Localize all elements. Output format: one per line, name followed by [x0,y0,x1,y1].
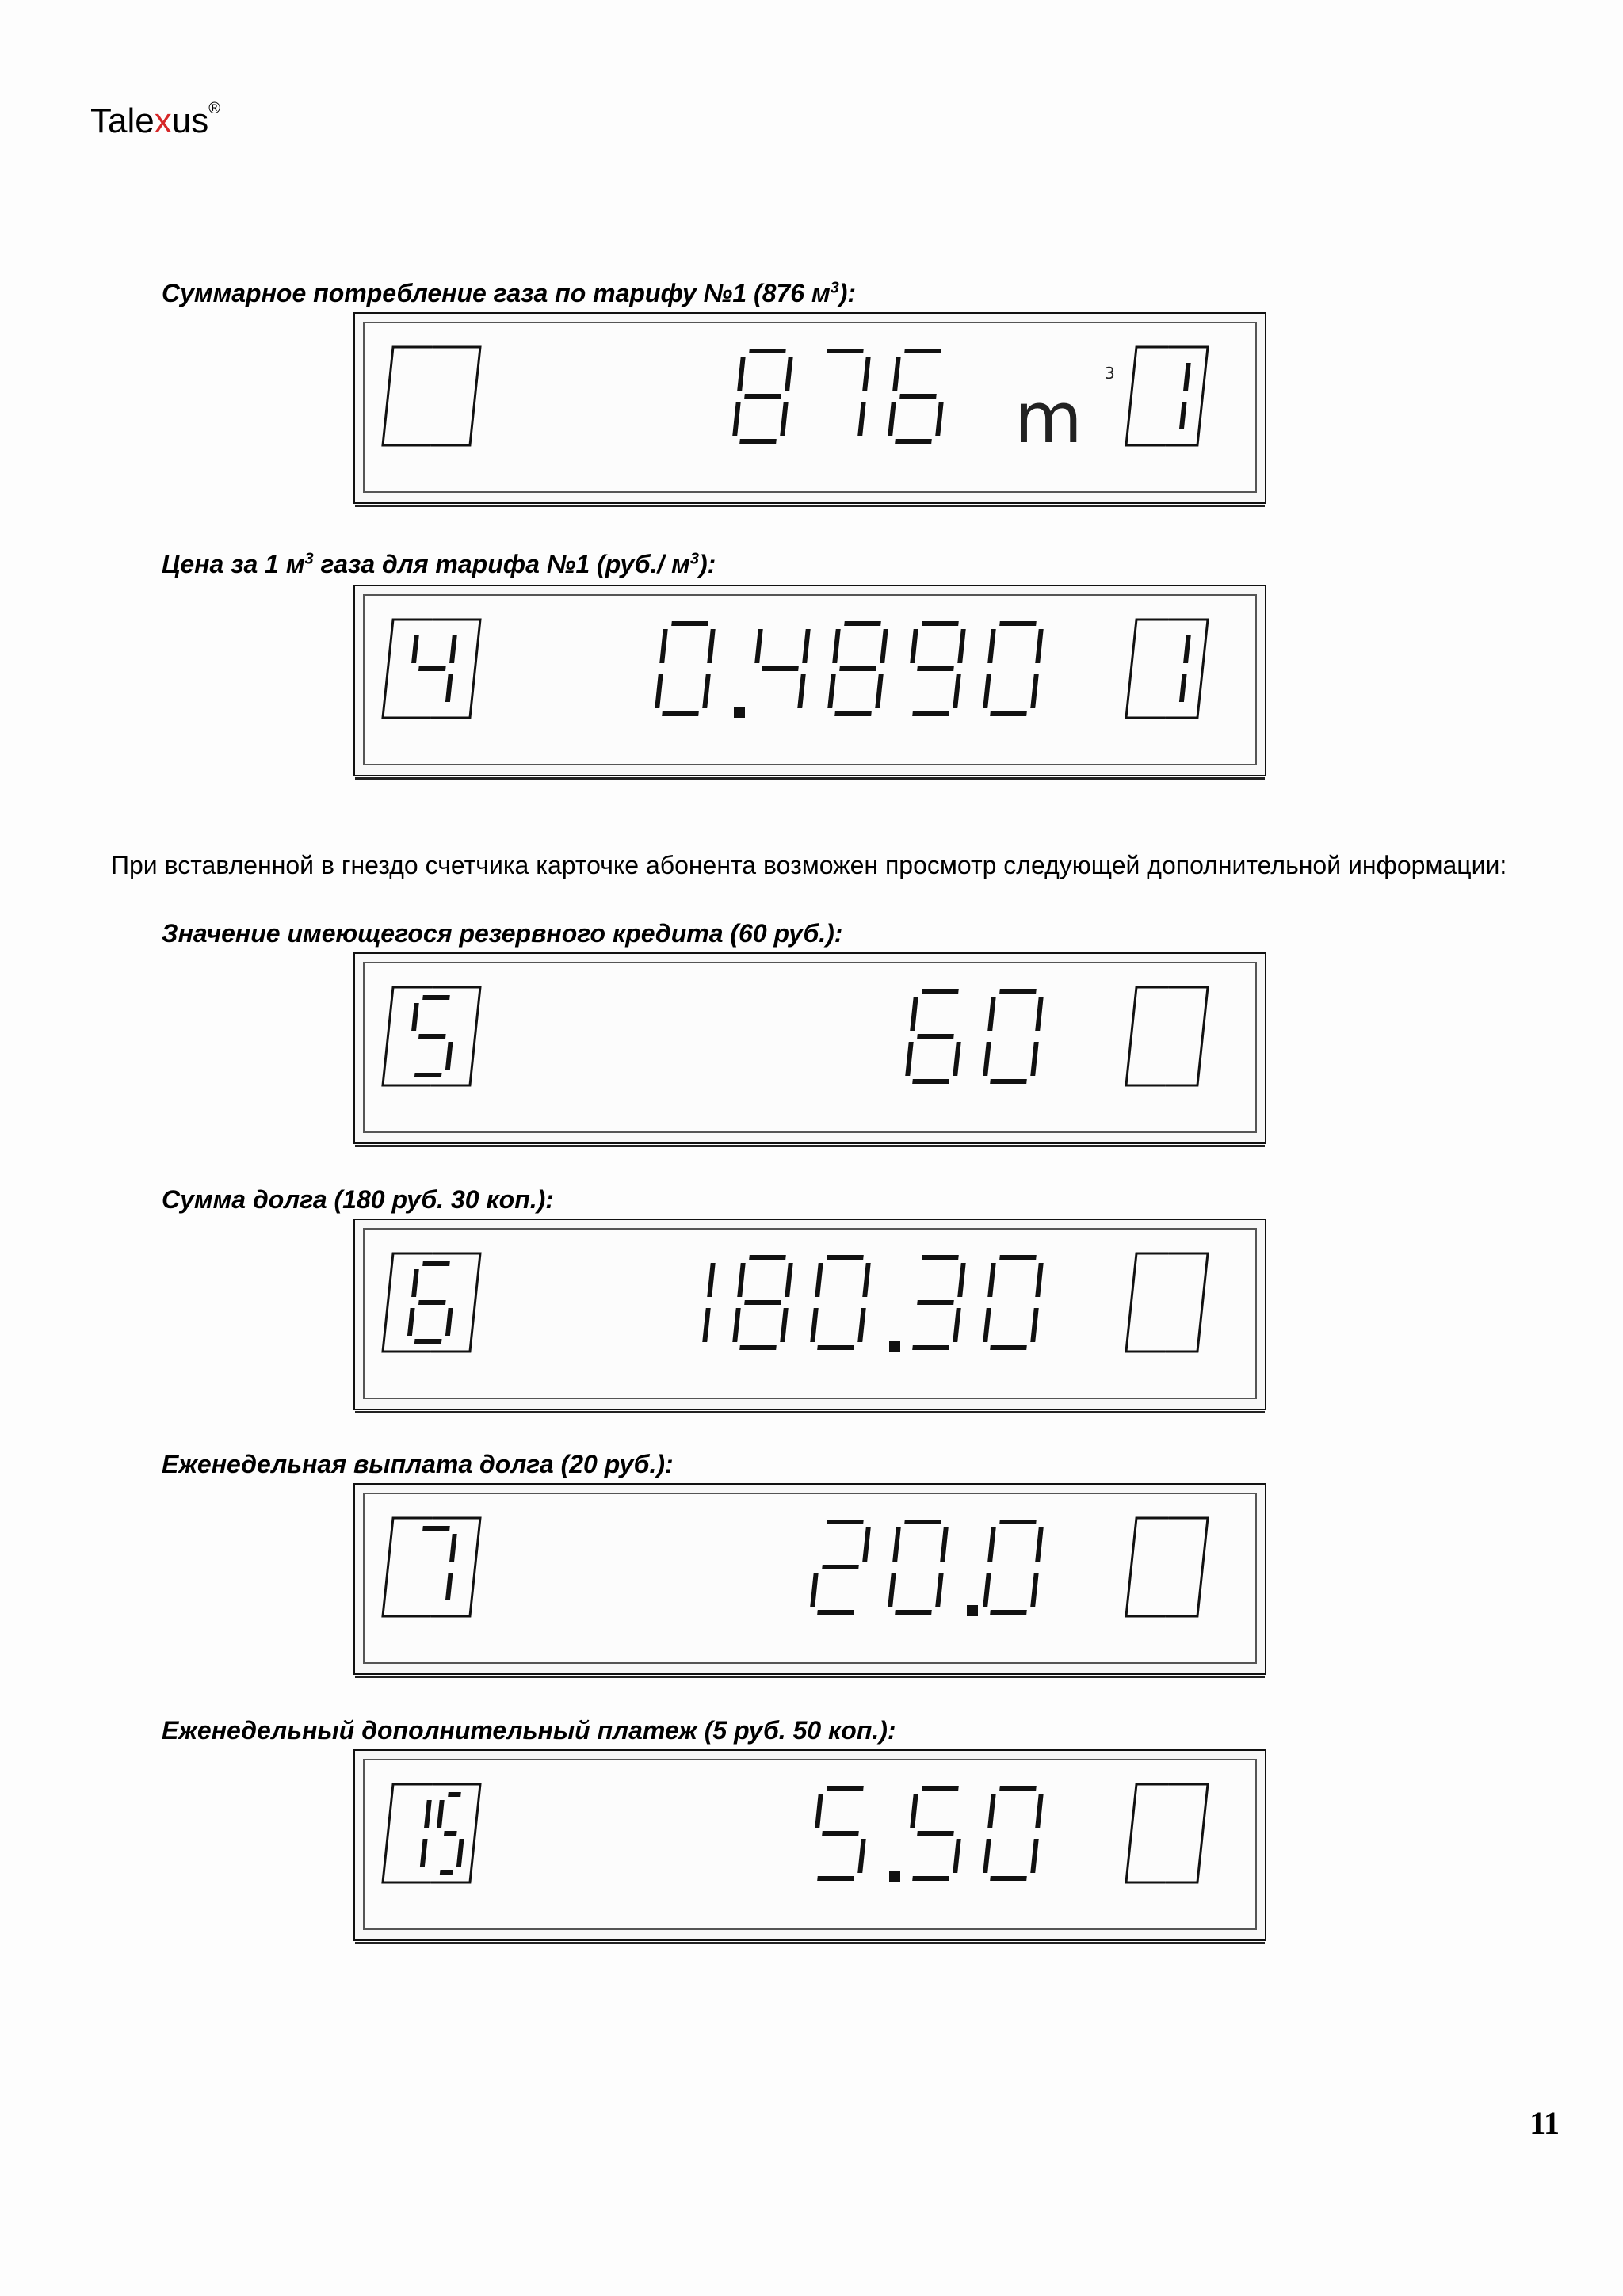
lcd-segment-f [892,1527,901,1562]
lcd-value-digit [809,1786,872,1881]
lcd-segment-c [1030,1042,1039,1076]
lcd-segment-d [912,1876,949,1881]
lcd-segment-d [990,711,1027,716]
lcd-mode-digit [415,1526,458,1600]
lcd-segment-e [983,1042,991,1076]
lcd-segment-b [862,1263,871,1297]
lcd-value-digit [731,1255,794,1350]
lcd-segment-a [922,1255,959,1260]
page-number: 11 [1529,2105,1560,2141]
lcd-segment-a [827,349,864,353]
lcd-segment-c [702,674,711,708]
lcd-segment-b [1035,1794,1044,1828]
lcd-segment-e [905,1042,914,1076]
lcd-segment-g [822,1831,859,1836]
lcd-segment-g [917,666,954,671]
lcd-segment-a [999,989,1037,994]
lcd-segment-b [449,1534,457,1562]
lcd-segment-f [892,357,901,391]
lcd-segment-f [910,1794,918,1828]
lcd-segment-c [1030,674,1039,708]
lcd-segment-c [445,1308,453,1336]
lcd-panel-debt [353,1219,1266,1410]
lcd-segment-c [445,1573,453,1600]
lcd-tariff-bracket-right [1126,1784,1208,1882]
lcd-decimal-point [967,1605,978,1616]
lcd-mode-digit [407,1261,458,1344]
lcd-value-digit [982,1786,1044,1881]
lcd-segment-b [957,629,966,663]
lcd-segment-e [810,1308,819,1342]
lcd-segment-c [857,1839,866,1873]
lcd-segment-c [780,1308,789,1342]
lcd-segment-c [953,1308,961,1342]
lcd-segment-d [739,439,777,444]
lcd-segment-c [456,1839,464,1867]
lcd-segment-g [917,1831,954,1836]
lcd-tariff-bracket-right [1126,347,1208,445]
lcd-segment-f [411,1003,419,1031]
lcd-segment-f [411,1269,419,1297]
lcd-segment-a [999,1255,1037,1260]
lcd-segment-a [422,1261,450,1266]
lcd-value-digit [904,989,967,1084]
lcd-decimal-point [734,707,745,718]
lcd-segment-e [983,1573,991,1607]
lcd-segment-f [754,629,763,663]
lcd-value-digit [654,621,716,716]
lcd-segment-b [1035,1263,1044,1297]
lcd-segment-e [810,1573,819,1607]
lcd-segment-f [437,1800,445,1828]
lcd-tariff-bracket-right [1126,1253,1208,1352]
lcd-segment-c [1030,1308,1039,1342]
lcd-segment-g [418,1034,446,1039]
lcd-segment-f [987,629,996,663]
lcd-display [355,1751,1227,1909]
lcd-segment-a [999,1786,1037,1791]
lcd-segment-g [917,1300,954,1305]
lcd-mode-bracket-left [383,1518,480,1616]
lcd-segment-b [957,1263,966,1297]
lcd-value-digit [827,621,889,716]
lcd-segment-g [418,1300,446,1305]
caption-reserve-credit: Значение имеющегося резервного кредита (60 руб.): [162,919,843,948]
lcd-segment-a [422,1526,450,1531]
lcd-segment-d [990,1876,1027,1881]
lcd-segment-f [910,997,918,1031]
lcd-segment-g [744,1300,781,1305]
lcd-tariff-bracket-right [1126,620,1208,718]
lcd-segment-d [912,1079,949,1084]
lcd-segment-e [888,402,896,436]
lcd-segment-f [832,629,841,663]
lcd-segment-e [888,1573,896,1607]
lcd-segment-e [983,1308,991,1342]
lcd-value-digit [982,621,1044,716]
lcd-segment-c [935,402,944,436]
lcd-segment-b [1183,635,1191,663]
lcd-value-digit [912,1255,967,1350]
lcd-segment-f [987,997,996,1031]
lcd-segment-a [448,1792,461,1797]
lcd-display [355,314,1227,472]
lcd-segment-b [707,1263,716,1297]
caption-weekly-debt-payment: Еженедельная выплата долга (20 руб.): [162,1450,674,1478]
lcd-segment-f [659,629,668,663]
lcd-value-digit [904,1786,967,1881]
lcd-display [355,1485,1227,1643]
lcd-segment-a [922,1786,959,1791]
lcd-unit: m [1014,377,1083,459]
lcd-value-digit [982,989,1044,1084]
lcd-segment-g [444,1831,457,1836]
lcd-segment-a [922,989,959,994]
lcd-segment-c [857,402,866,436]
lcd-mode-digit [420,1800,432,1867]
lcd-segment-d [739,1345,777,1350]
lcd-segment-b [424,1800,432,1828]
lcd-segment-d [990,1345,1027,1350]
caption-price-per-m3: Цена за 1 $м^3$ газа для тарифа №1 (руб./ $м^3$): [162,550,716,578]
lcd-segment-d [834,711,872,716]
lcd-segment-d [414,1073,442,1077]
lcd-segment-b [1035,997,1044,1031]
lcd-segment-g [899,394,937,399]
lcd-segment-g [917,1034,954,1039]
lcd-value-digit [750,629,811,708]
lcd-display [355,586,1227,745]
lcd-segment-e [983,1839,991,1873]
lcd-segment-f [815,1263,823,1297]
lcd-tariff-digit [1179,363,1191,429]
lcd-segment-d [414,1339,442,1344]
lcd-tariff-bracket-right [1126,1518,1208,1616]
lcd-segment-f [737,357,746,391]
lcd-segment-f [737,1263,746,1297]
lcd-segment-a [922,621,959,626]
lcd-mode-digit [432,1792,469,1875]
lcd-value-digit [809,1255,872,1350]
lcd-segment-a [844,621,881,626]
lcd-segment-d [662,711,699,716]
lcd-panel-reserve-credit [353,952,1266,1144]
lcd-segment-a [827,1786,864,1791]
caption-total-consumption: Суммарное потребление газа по тарифу №1 (876 $м^3$): [162,279,857,307]
lcd-segment-e [827,674,836,708]
lcd-segment-c [935,1573,944,1607]
lcd-segment-d [990,1610,1027,1615]
lcd-display [355,1220,1227,1379]
lcd-panel-weekly-extra [353,1749,1266,1941]
lcd-segment-a [904,1520,941,1524]
lcd-segment-c [953,674,961,708]
lcd-segment-d [895,439,932,444]
lcd-segment-c [1030,1573,1039,1607]
lcd-segment-c [857,1308,866,1342]
lcd-segment-b [802,629,811,663]
lcd-segment-c [1179,674,1187,702]
lcd-segment-b [940,1527,949,1562]
lcd-segment-c [1030,1839,1039,1873]
lcd-segment-e [983,674,991,708]
lcd-value-digit [809,1520,872,1615]
info-paragraph: При вставленной в гнездо счетчика карточке абонента возможен просмотр следующей дополнительной информации: [111,851,1507,879]
lcd-tariff-digit [1179,635,1191,702]
lcd-segment-b [785,1263,793,1297]
lcd-segment-d [990,1079,1027,1084]
lcd-segment-c [953,1042,961,1076]
lcd-segment-c [1179,402,1187,429]
lcd-mode-bracket-left [383,347,480,445]
lcd-segment-d [895,1610,932,1615]
lcd-segment-a [749,1255,786,1260]
lcd-segment-b [1035,629,1044,663]
lcd-segment-c [797,674,806,708]
lcd-segment-d [912,1345,949,1350]
lcd-value-digit [904,621,967,716]
lcd-segment-b [707,629,716,663]
lcd-segment-f [987,1527,996,1562]
lcd-segment-e [732,402,741,436]
lcd-segment-c [953,1839,961,1873]
lcd-value-digit [982,1520,1044,1615]
lcd-segment-a [827,1255,864,1260]
lcd-segment-g [762,666,799,671]
lcd-segment-c [445,1042,453,1070]
lcd-segment-g [418,666,446,671]
lcd-value-digit [887,349,949,444]
caption-weekly-extra-payment: Еженедельный дополнительный платеж (5 руб. 50 коп.): [162,1716,896,1745]
lcd-decimal-point [889,1341,900,1352]
lcd-mode-digit [407,635,457,702]
lcd-segment-d [817,1345,854,1350]
lcd-display [355,954,1227,1112]
lcd-segment-b [785,357,793,391]
lcd-segment-a [749,349,786,353]
lcd-segment-e [407,1308,415,1336]
lcd-segment-c [875,674,884,708]
lcd-segment-a [827,1520,864,1524]
lcd-mode-digit [407,995,458,1077]
lcd-segment-f [987,1263,996,1297]
lcd-segment-d [817,1876,854,1881]
lcd-segment-e [732,1308,741,1342]
lcd-segment-g [839,666,876,671]
lcd-tariff-bracket-right [1126,987,1208,1085]
lcd-panel-price [353,585,1266,776]
lcd-value-digit [982,1255,1044,1350]
lcd-value-digit [731,349,794,444]
brand-logo: Talexus® [90,100,220,140]
lcd-segment-a [422,995,450,1000]
lcd-segment-b [862,1527,871,1562]
lcd-unit-sup: 3 [1105,364,1115,383]
lcd-segment-d [912,711,949,716]
lcd-segment-g [744,394,781,399]
lcd-segment-a [671,621,708,626]
lcd-segment-b [1183,363,1191,391]
lcd-value-digit [818,349,872,436]
lcd-segment-a [904,349,941,353]
lcd-segment-a [999,621,1037,626]
lcd-segment-b [1035,1527,1044,1562]
lcd-segment-f [815,1794,823,1828]
lcd-segment-f [910,629,918,663]
lcd-segment-c [445,674,453,702]
lcd-segment-b [862,357,871,391]
lcd-segment-c [702,1308,711,1342]
lcd-segment-b [880,629,888,663]
lcd-value-digit [887,1520,949,1615]
lcd-segment-c [780,402,789,436]
lcd-segment-a [999,1520,1037,1524]
lcd-panel-weekly-debt [353,1483,1266,1675]
lcd-segment-g [822,1565,859,1569]
lcd-value-digit [702,1263,716,1342]
lcd-segment-c [420,1839,428,1867]
lcd-segment-e [655,674,663,708]
lcd-segment-f [411,635,419,663]
lcd-segment-b [449,635,457,663]
caption-debt-amount: Сумма долга (180 руб. 30 коп.): [162,1185,554,1214]
lcd-segment-d [817,1610,854,1615]
lcd-decimal-point [889,1871,900,1882]
lcd-segment-f [987,1794,996,1828]
lcd-panel-total-consumption [353,312,1266,504]
lcd-mode-bracket-left [383,1784,480,1882]
lcd-segment-d [440,1870,453,1875]
